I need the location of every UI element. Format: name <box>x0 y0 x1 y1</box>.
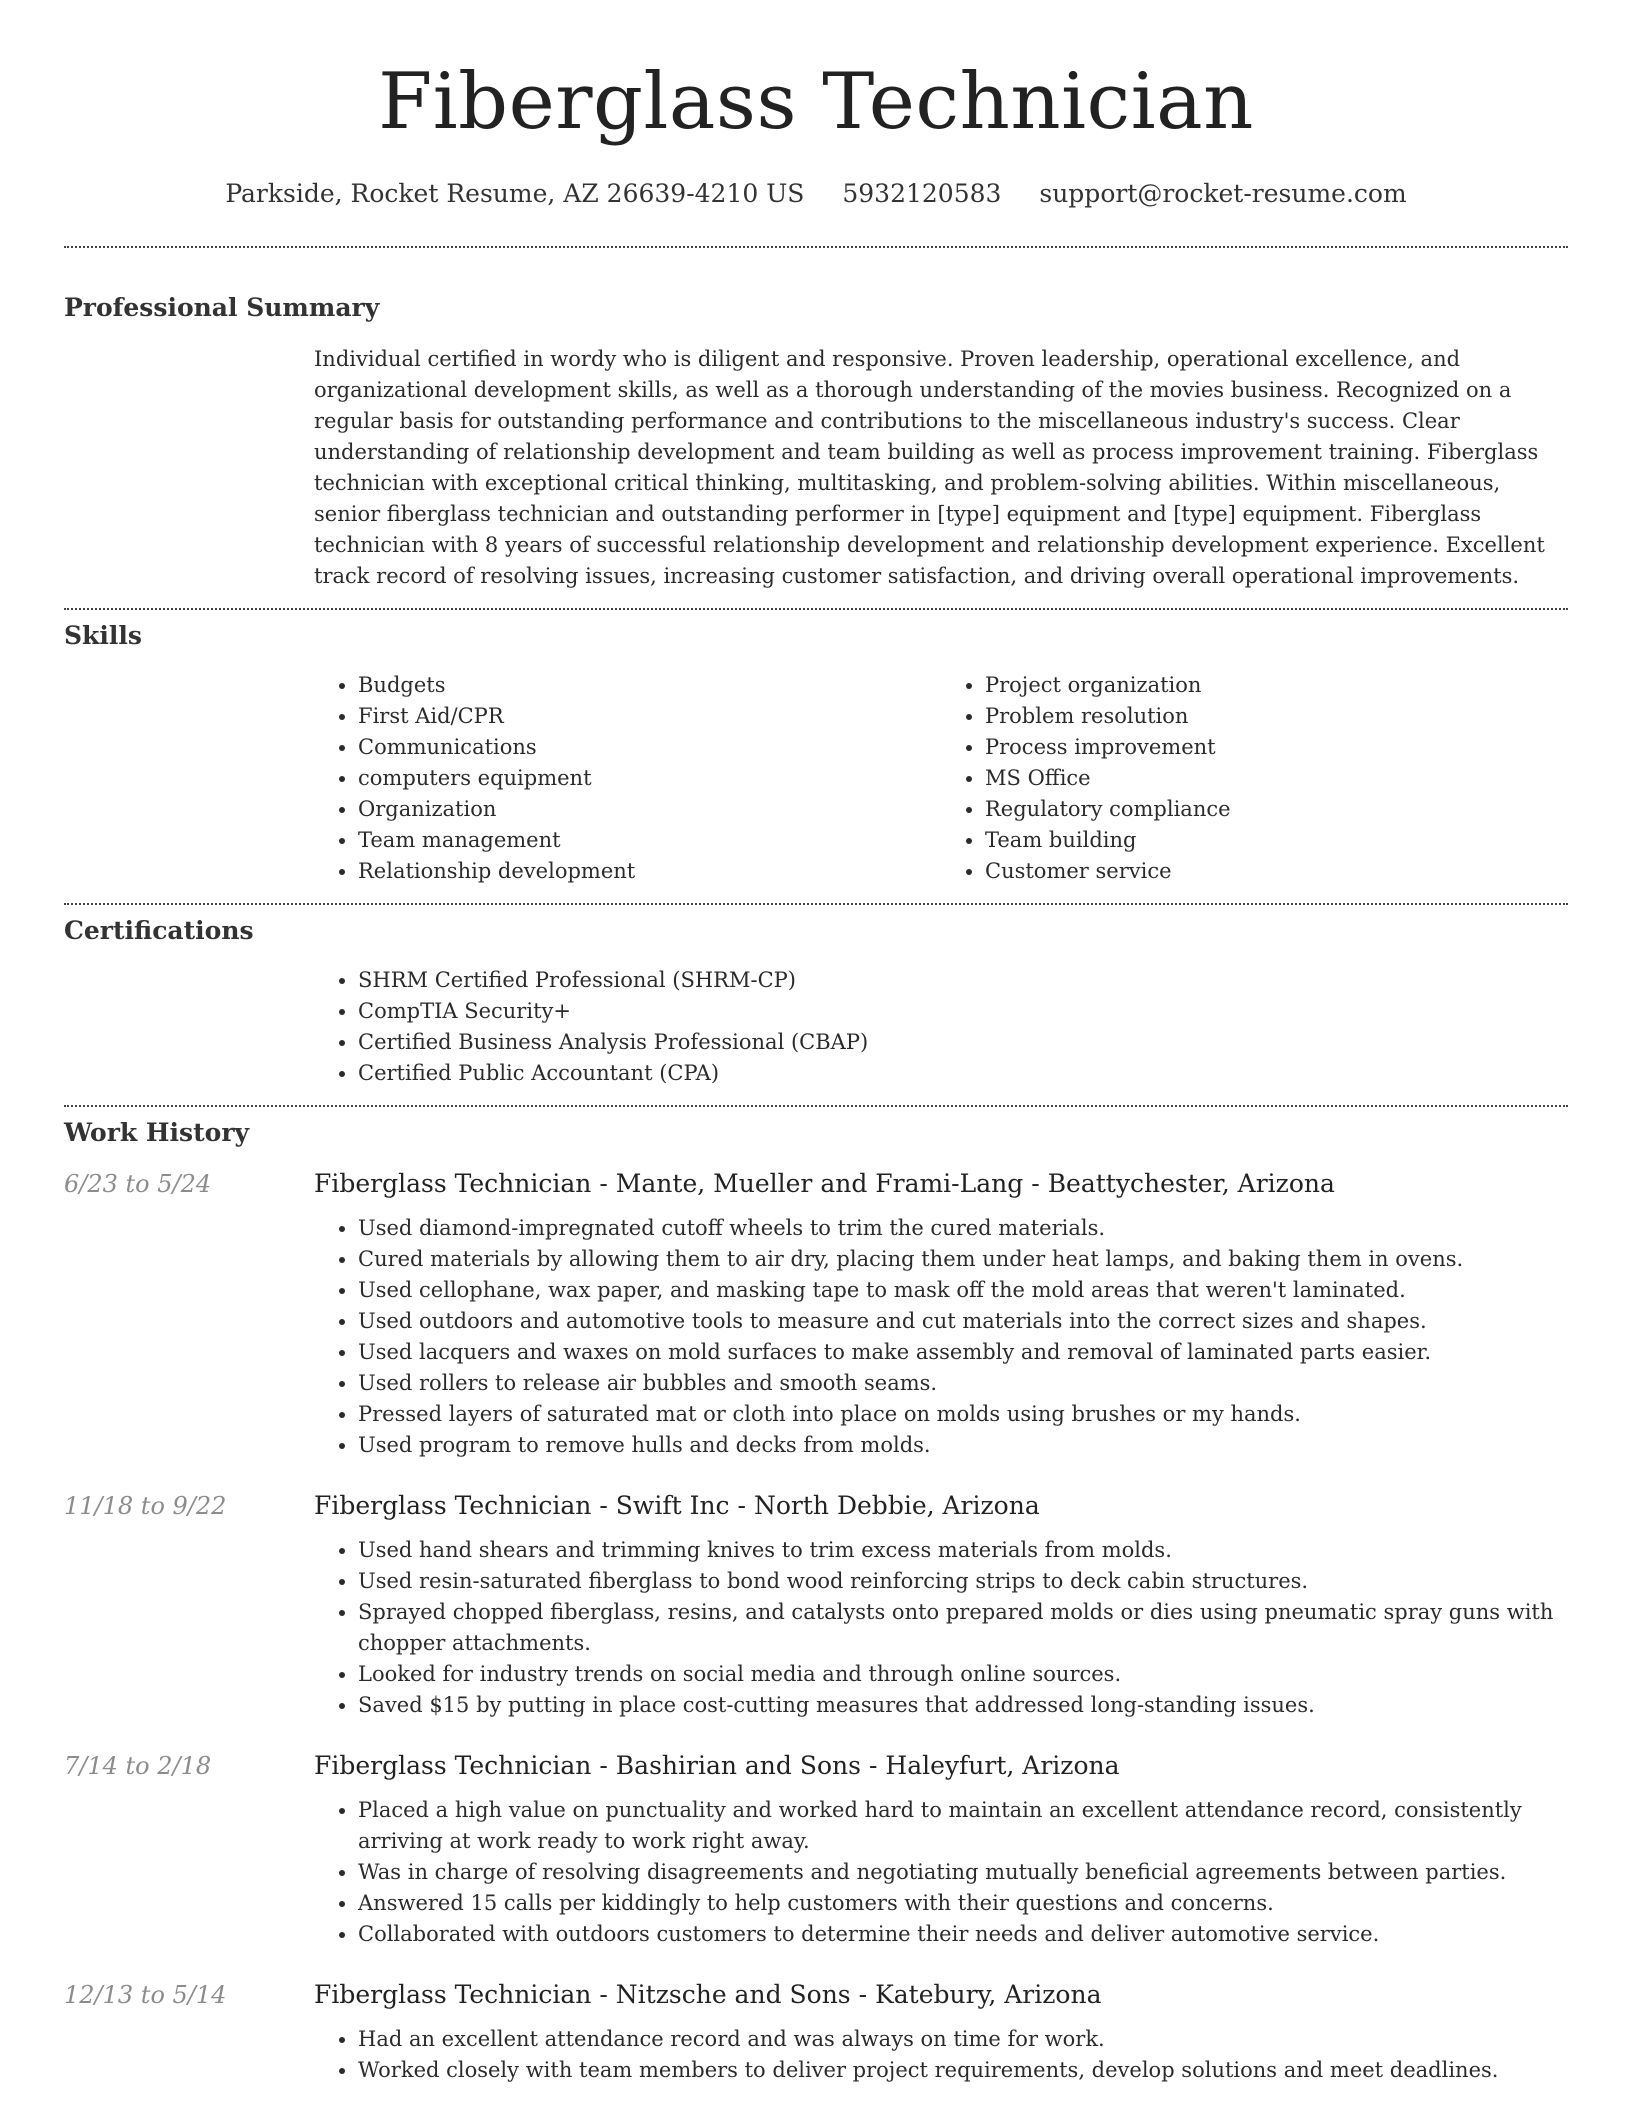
job-separator: - <box>1031 1169 1040 1198</box>
job-bullet: • Used resin-saturated fiberglass to bond wood reinforcing strips to deck cabin structures. <box>358 1566 1568 1597</box>
skills-list-left <box>314 670 941 887</box>
skill-item: • MS Office <box>985 763 1568 794</box>
skill-item: • Budgets <box>358 670 941 701</box>
job-dates: 7/14 to 2/18 <box>64 1752 212 1780</box>
job-bullet: • Answered 15 calls per kiddingly to help customers with their questions and concerns. <box>358 1888 1568 1919</box>
summary-section <box>64 248 1568 592</box>
job-role: Fiberglass Technician <box>314 1980 592 2009</box>
job-bullet: • Used program to remove hulls and decks from molds. <box>358 1430 1568 1461</box>
contact-address: Parkside, Rocket Resume, AZ 26639-4210 US <box>225 179 805 208</box>
job-company: Swift Inc <box>615 1491 730 1520</box>
job-location: Haleyfurt, Arizona <box>885 1751 1120 1780</box>
skill-item: • Problem resolution <box>985 701 1568 732</box>
job-bullet: • Sprayed chopped fiberglass, resins, and catalysts onto prepared molds or dies using pneumatic spray guns with chopper attachments. <box>358 1597 1568 1659</box>
skills-columns <box>314 670 1568 887</box>
section-title-certifications: Certifications <box>64 916 254 945</box>
job-location: Beattychester, Arizona <box>1047 1169 1335 1198</box>
job-separator: - <box>599 1491 608 1520</box>
job-heading <box>314 1978 1568 2012</box>
job-bullet: • Used outdoors and automotive tools to measure and cut materials into the correct sizes and shapes. <box>358 1306 1568 1337</box>
job-company: Bashirian and Sons <box>615 1751 861 1780</box>
job-bullet: • Cured materials by allowing them to air dry, placing them under heat lamps, and baking them in ovens. <box>358 1244 1568 1275</box>
skill-item: • Regulatory compliance <box>985 794 1568 825</box>
job-bullet: • Pressed layers of saturated mat or cloth into place on molds using brushes or my hands. <box>358 1399 1568 1430</box>
skill-item: • Team management <box>358 825 941 856</box>
job-bullets <box>314 2024 1568 2086</box>
certification-item: • Certified Business Analysis Professional (CBAP) <box>358 1027 1568 1058</box>
certification-item: • Certified Public Accountant (CPA) <box>358 1058 1568 1089</box>
job-separator: - <box>858 1980 868 2009</box>
job-bullet: • Used rollers to release air bubbles and smooth seams. <box>358 1368 1568 1399</box>
job-location: North Debbie, Arizona <box>754 1491 1040 1520</box>
job-bullets <box>314 1795 1568 1950</box>
summary-text: Individual certified in wordy who is diligent and responsive. Proven leadership, operational excellence, and organizational development skills, as well as a thorough understanding of the movies business. Recognized on a regular basis for outstanding performance and contributions to the miscellaneous industry's success. Clear understanding of relationship development and team building as well as process improvement training. Fiberglass technician with exceptional critical thinking, multitasking, and problem-solving abilities. Within miscellaneous, senior fiberglass technician and outstanding performer in [type] equipment and [type] equipment. Fiberglass technician with 8 years of successful relationship development and relationship development experience. Excellent track record of resolving issues, increasing customer satisfaction, and driving overall operational improvements. <box>314 347 1545 588</box>
job-separator: - <box>868 1751 878 1780</box>
skill-item: • Team building <box>985 825 1568 856</box>
job-bullets <box>314 1535 1568 1721</box>
contact-line <box>64 178 1568 210</box>
skills-list-right <box>941 670 1568 887</box>
job-separator: - <box>599 1169 608 1198</box>
skill-item: • computers equipment <box>358 763 941 794</box>
section-title-skills: Skills <box>64 621 142 650</box>
job-bullet: • Looked for industry trends on social media and through online sources. <box>358 1659 1568 1690</box>
job-bullet: • Had an excellent attendance record and was always on time for work. <box>358 2024 1568 2055</box>
job-bullet: • Collaborated with outdoors customers to determine their needs and deliver automotive service. <box>358 1919 1568 1950</box>
contact-phone: 5932120583 <box>842 179 1002 208</box>
job-entry <box>64 1489 1568 1721</box>
skill-item: • Project organization <box>985 670 1568 701</box>
job-heading <box>314 1749 1568 1783</box>
job-bullet: • Used hand shears and trimming knives to trim excess materials from molds. <box>358 1535 1568 1566</box>
contact-email: support@rocket-resume.com <box>1039 179 1407 208</box>
job-role: Fiberglass Technician <box>314 1169 592 1198</box>
section-title-summary: Professional Summary <box>64 293 380 322</box>
job-location: Katebury, Arizona <box>875 1980 1102 2009</box>
certification-item: • SHRM Certified Professional (SHRM-CP) <box>358 965 1568 996</box>
job-bullet: • Placed a high value on punctuality and worked hard to maintain an excellent attendance record, consistently arriving at work ready to work right away. <box>358 1795 1568 1857</box>
job-entry <box>64 1167 1568 1461</box>
job-bullet: • Saved $15 by putting in place cost-cutting measures that addressed long-standing issues. <box>358 1690 1568 1721</box>
job-bullet: • Used diamond-impregnated cutoff wheels to trim the cured materials. <box>358 1213 1568 1244</box>
job-bullet: • Used lacquers and waxes on mold surfaces to make assembly and removal of laminated parts easier. <box>358 1337 1568 1368</box>
job-bullet: • Was in charge of resolving disagreements and negotiating mutually beneficial agreements between parties. <box>358 1857 1568 1888</box>
skills-section <box>64 610 1568 887</box>
job-bullet: • Used cellophane, wax paper, and masking tape to mask off the mold areas that weren't laminated. <box>358 1275 1568 1306</box>
job-entry <box>64 1749 1568 1950</box>
skill-item: • Process improvement <box>985 732 1568 763</box>
job-separator: - <box>599 1980 608 2009</box>
skill-item: • First Aid/CPR <box>358 701 941 732</box>
job-bullet: • Worked closely with team members to deliver project requirements, develop solutions and meet deadlines. <box>358 2055 1568 2086</box>
resume-page <box>64 0 1568 2086</box>
job-dates: 11/18 to 9/22 <box>64 1492 227 1520</box>
job-heading <box>314 1167 1568 1201</box>
certifications-section <box>64 905 1568 1089</box>
job-separator: - <box>599 1751 608 1780</box>
skill-item: • Organization <box>358 794 941 825</box>
job-role: Fiberglass Technician <box>314 1491 592 1520</box>
job-company: Mante, Mueller and Frami-Lang <box>615 1169 1024 1198</box>
resume-header <box>64 0 1568 210</box>
job-heading <box>314 1489 1568 1523</box>
skill-item: • Customer service <box>985 856 1568 887</box>
job-entry <box>64 1978 1568 2086</box>
job-company: Nitzsche and Sons <box>615 1980 851 2009</box>
work-history-section <box>64 1107 1568 2086</box>
skill-item: • Relationship development <box>358 856 941 887</box>
job-bullets <box>314 1213 1568 1461</box>
job-separator: - <box>737 1491 746 1520</box>
candidate-name: Fiberglass Technician <box>378 57 1254 147</box>
job-role: Fiberglass Technician <box>314 1751 592 1780</box>
certifications-list <box>314 965 1568 1089</box>
skill-item: • Communications <box>358 732 941 763</box>
job-dates: 12/13 to 5/14 <box>64 1981 227 2009</box>
certification-item: • CompTIA Security+ <box>358 996 1568 1027</box>
job-dates: 6/23 to 5/24 <box>64 1170 212 1198</box>
section-title-work-history: Work History <box>64 1118 250 1147</box>
